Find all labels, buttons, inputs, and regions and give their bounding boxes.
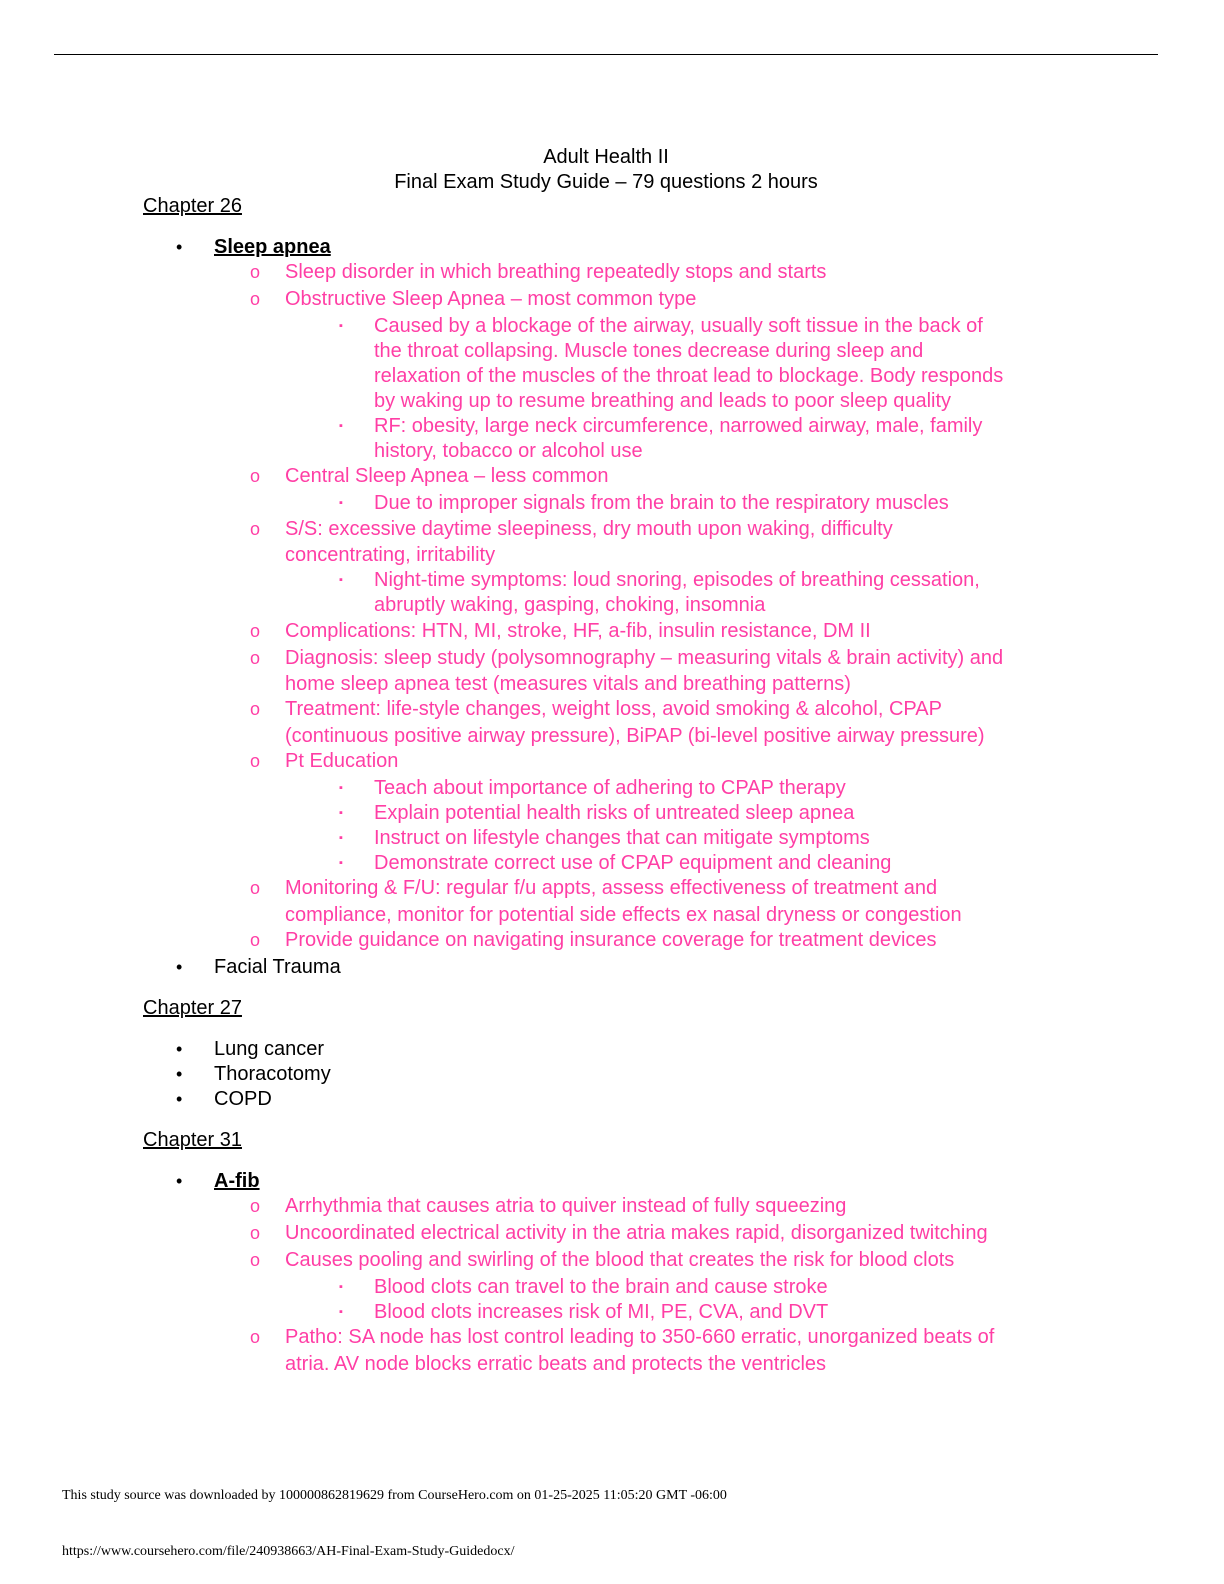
list-item: Obstructive Sleep Apnea – most common type — [285, 288, 697, 310]
list-item: Arrhythmia that causes atria to quiver instead of fully squeezing — [285, 1195, 847, 1217]
list-item-continuation: atria. AV node blocks erratic beats and protects the ventricles — [285, 1353, 827, 1375]
list-item: Teach about importance of adhering to CPAP therapy — [374, 777, 846, 799]
topic-thoracotomy: Thoracotomy — [214, 1063, 331, 1085]
bullet-circle: o — [250, 262, 261, 282]
bullet-dot: • — [176, 1089, 183, 1109]
list-item: Central Sleep Apnea – less common — [285, 465, 609, 487]
bullet-square: ▪ — [339, 782, 343, 794]
list-item: RF: obesity, large neck circumference, narrowed airway, male, family — [374, 415, 983, 437]
download-source-note: This study source was downloaded by 100000862819629 from CourseHero.com on 01-25-2025 11:05:20 GMT -06:00 — [62, 1488, 727, 1503]
list-item: Patho: SA node has lost control leading to 350-660 erratic, unorganized beats of — [285, 1326, 995, 1348]
list-item-continuation: history, tobacco or alcohol use — [374, 440, 643, 462]
bullet-dot: • — [176, 1171, 183, 1191]
bullet-dot: • — [176, 1064, 183, 1084]
bullet-circle: o — [250, 1223, 261, 1243]
bullet-square: ▪ — [339, 1281, 343, 1293]
list-item-continuation: by waking up to resume breathing and leads to poor sleep quality — [374, 390, 952, 412]
list-item-continuation: compliance, monitor for potential side effects ex nasal dryness or congestion — [285, 904, 962, 926]
chapter-26-heading: Chapter 26 — [143, 195, 242, 217]
list-item-continuation: abruptly waking, gasping, choking, insomnia — [374, 594, 766, 616]
list-item: Diagnosis: sleep study (polysomnography – measuring vitals & brain activity) and — [285, 647, 1004, 669]
bullet-circle: o — [250, 466, 261, 486]
source-url-link[interactable]: https://www.coursehero.com/file/240938663/AH-Final-Exam-Study-Guidedocx/ — [62, 1544, 515, 1559]
list-item: Uncoordinated electrical activity in the atria makes rapid, disorganized twitching — [285, 1222, 988, 1244]
list-item: Complications: HTN, MI, stroke, HF, a-fib, insulin resistance, DM II — [285, 620, 871, 642]
list-item: Treatment: life-style changes, weight loss, avoid smoking & alcohol, CPAP — [285, 698, 942, 720]
bullet-square: ▪ — [339, 1306, 343, 1318]
list-item: Instruct on lifestyle changes that can mitigate symptoms — [374, 827, 870, 849]
list-item-continuation: (continuous positive airway pressure), BiPAP (bi-level positive airway pressure) — [285, 725, 985, 747]
list-item: Blood clots can travel to the brain and cause stroke — [374, 1276, 828, 1298]
bullet-circle: o — [250, 878, 261, 898]
list-item: Sleep disorder in which breathing repeatedly stops and starts — [285, 261, 827, 283]
bullet-circle: o — [250, 1250, 261, 1270]
bullet-circle: o — [250, 751, 261, 771]
bullet-circle: o — [250, 1327, 261, 1347]
list-item-continuation: relaxation of the muscles of the throat lead to blockage. Body responds — [374, 365, 1004, 387]
bullet-circle: o — [250, 1196, 261, 1216]
bullet-dot: • — [176, 237, 183, 257]
topic-sleep-apnea: Sleep apnea — [214, 236, 331, 258]
top-rule — [54, 54, 1158, 55]
bullet-square: ▪ — [339, 320, 343, 332]
list-item: Demonstrate correct use of CPAP equipment and cleaning — [374, 852, 892, 874]
list-item: Caused by a blockage of the airway, usually soft tissue in the back of — [374, 315, 983, 337]
list-item-continuation: home sleep apnea test (measures vitals and breathing patterns) — [285, 673, 851, 695]
list-item-continuation: concentrating, irritability — [285, 544, 496, 566]
bullet-square: ▪ — [339, 497, 343, 509]
topic-lung-cancer: Lung cancer — [214, 1038, 325, 1060]
list-item: Provide guidance on navigating insurance coverage for treatment devices — [285, 929, 937, 951]
list-item: Pt Education — [285, 750, 399, 772]
bullet-circle: o — [250, 648, 261, 668]
chapter-31-heading: Chapter 31 — [143, 1129, 242, 1151]
bullet-dot: • — [176, 957, 183, 977]
bullet-circle: o — [250, 519, 261, 539]
bullet-circle: o — [250, 621, 261, 641]
bullet-dot: • — [176, 1039, 183, 1059]
list-item-continuation: the throat collapsing. Muscle tones decrease during sleep and — [374, 340, 924, 362]
bullet-square: ▪ — [339, 807, 343, 819]
bullet-circle: o — [250, 289, 261, 309]
list-item: S/S: excessive daytime sleepiness, dry mouth upon waking, difficulty — [285, 518, 893, 540]
topic-copd: COPD — [214, 1088, 272, 1110]
list-item: Explain potential health risks of untreated sleep apnea — [374, 802, 855, 824]
document-title: Adult Health II — [543, 146, 669, 168]
document-subtitle: Final Exam Study Guide – 79 questions 2 hours — [394, 171, 818, 193]
topic-facial-trauma: Facial Trauma — [214, 956, 341, 978]
bullet-square: ▪ — [339, 857, 343, 869]
chapter-27-heading: Chapter 27 — [143, 997, 242, 1019]
bullet-circle: o — [250, 930, 261, 950]
list-item: Blood clots increases risk of MI, PE, CVA, and DVT — [374, 1301, 829, 1323]
list-item: Monitoring & F/U: regular f/u appts, assess effectiveness of treatment and — [285, 877, 938, 899]
list-item: Night-time symptoms: loud snoring, episodes of breathing cessation, — [374, 569, 980, 591]
bullet-square: ▪ — [339, 832, 343, 844]
list-item: Causes pooling and swirling of the blood that creates the risk for blood clots — [285, 1249, 955, 1271]
topic-a-fib: A-fib — [214, 1170, 260, 1192]
bullet-square: ▪ — [339, 420, 343, 432]
list-item: Due to improper signals from the brain to the respiratory muscles — [374, 492, 949, 514]
bullet-circle: o — [250, 699, 261, 719]
bullet-square: ▪ — [339, 574, 343, 586]
